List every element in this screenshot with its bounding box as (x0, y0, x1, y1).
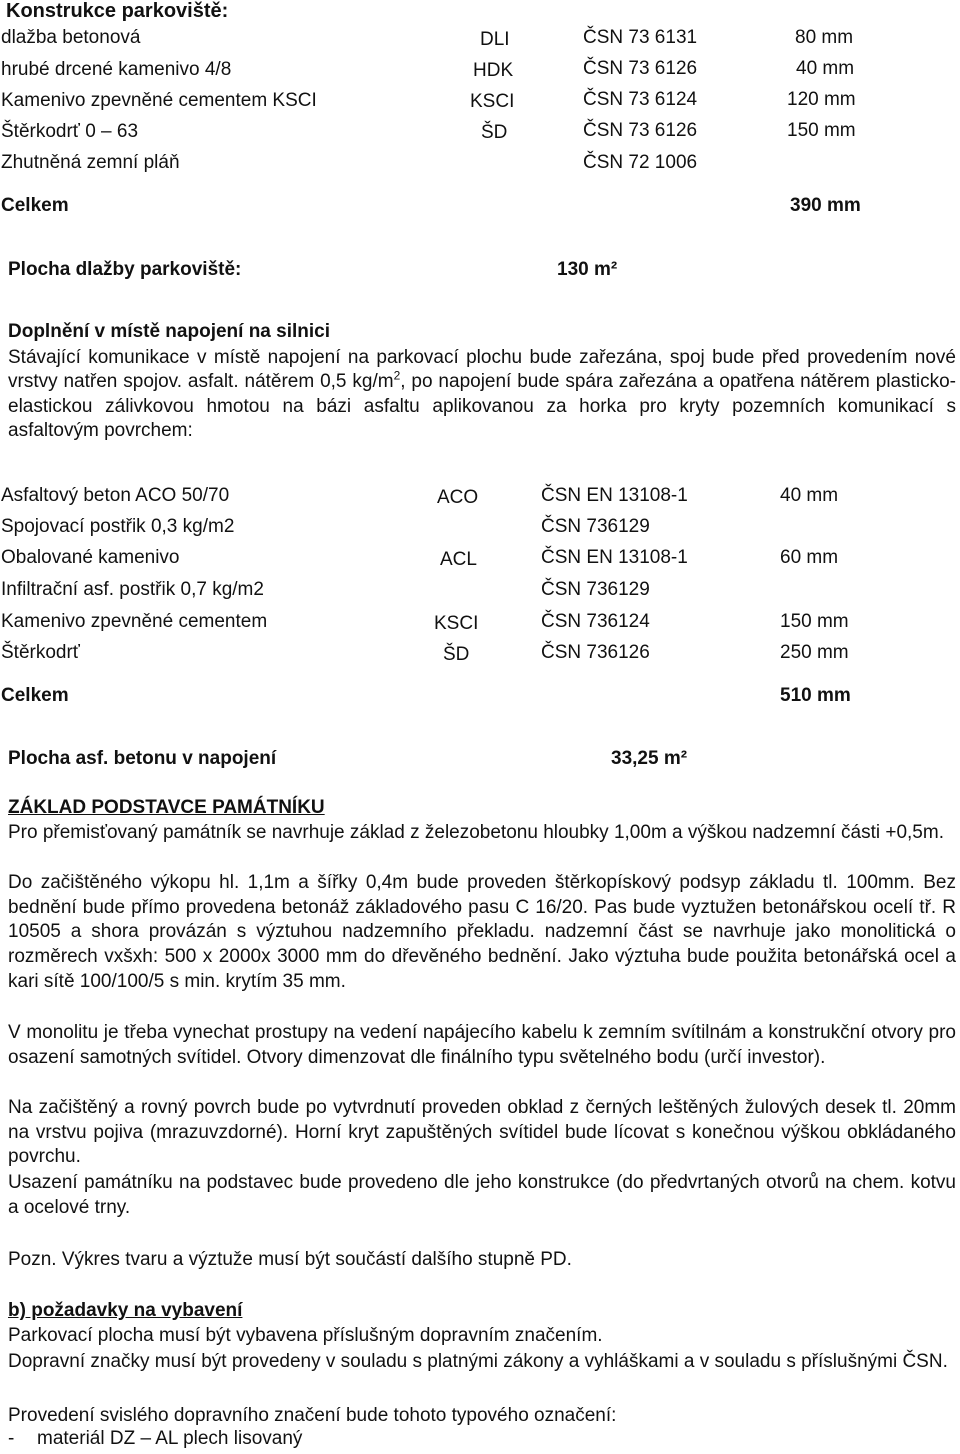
section-heading-vybaveni: b) požadavky na vybavení (8, 1300, 243, 1321)
note: Pozn. Výkres tvaru a výztuže musí být součástí dalšího stupně PD. (8, 1249, 572, 1270)
paragraph-3: V monolitu je třeba vynechat prostupy na vedení napájecího kabelu k zemním svítilnám a konstrukční otvory pro osazení samotných svítidel. Otvory dimenzovat dle finálního typu světelného bodu (určí investor). (8, 1022, 956, 1068)
layer-norm: ČSN 736124 (541, 611, 650, 632)
section-heading-doplneni: Doplnění v místě napojení na silnici (8, 321, 331, 342)
total-value: 390 mm (790, 195, 861, 216)
section-heading-konstrukce: Konstrukce parkoviště: (6, 0, 229, 22)
layer-norm: ČSN 73 6126 (583, 120, 698, 141)
layer-code: ŠD (481, 122, 508, 143)
layer-code: ACL (440, 549, 477, 570)
layer-name: Štěrkodrť (1, 642, 80, 663)
layer-name: hrubé drcené kamenivo 4/8 (1, 59, 232, 80)
layer-code: ŠD (443, 644, 470, 665)
area-value: 33,25 m² (611, 748, 688, 769)
layer-norm: ČSN 736129 (541, 579, 650, 600)
layer-thickness: 250 mm (780, 642, 849, 663)
layer-thickness: 40 mm (780, 485, 839, 506)
layer-name: Infiltrační asf. postřik 0,7 kg/m2 (1, 579, 264, 600)
layer-thickness: 150 mm (780, 611, 849, 632)
layer-thickness: 150 mm (787, 120, 856, 141)
equipment-line-3: Provedení svislého dopravního značení bude tohoto typového označení: (8, 1405, 617, 1426)
layer-thickness: 80 mm (795, 27, 854, 48)
area-label: Plocha dlažby parkoviště: (8, 259, 242, 280)
layer-thickness: 120 mm (787, 89, 856, 110)
total-value: 510 mm (780, 685, 851, 706)
layer-norm: ČSN EN 13108-1 (541, 547, 688, 568)
layer-norm: ČSN 72 1006 (583, 152, 698, 173)
layer-code: KSCI (470, 91, 515, 112)
bullet-dash: - (8, 1428, 15, 1449)
total-label: Celkem (1, 195, 69, 216)
layer-name: Kamenivo zpevněné cementem (1, 611, 268, 632)
layer-norm: ČSN EN 13108-1 (541, 485, 688, 506)
connection-paragraph: Stávající komunikace v místě napojení na parkovací plochu bude zařezána, spoj bude před provedením nové vrstvy natřen spojov. asfalt. nátěrem 0,5 $kg/m^2$, po napojení bude spára zařezána a opatřena nátěrem plasticko- elastickou zálivkovou hmotou na bázi asfaltu aplikovanou za horka pro kryty pozemních komunikací s asfaltovým povrchem: (8, 347, 957, 442)
bullet-item: materiál DZ – AL plech lisovaný (37, 1428, 303, 1449)
paragraph-5: Usazení památníku na podstavec bude provedeno dle jeho konstrukce (do předvrtaných otvorů na chem. kotvu a ocelové trny. (8, 1172, 956, 1218)
layer-code: HDK (473, 60, 514, 81)
layer-norm: ČSN 736126 (541, 642, 650, 663)
layer-name: Zhutněná zemní pláň (1, 152, 180, 173)
equipment-line-2: Dopravní značky musí být provedeny v souladu s platnými zákony a vyhláškami a v souladu s příslušnými ČSN. (8, 1351, 948, 1372)
equipment-line-1: Parkovací plocha musí být vybavena příslušným dopravním značením. (8, 1325, 603, 1346)
layer-name: Obalované kamenivo (1, 547, 180, 568)
layer-thickness: 60 mm (780, 547, 839, 568)
area-value: 130 m² (557, 259, 618, 280)
layer-code: DLI (480, 29, 510, 50)
layer-name: Asfaltový beton ACO 50/70 (1, 485, 230, 506)
layer-name: Spojovací postřik 0,3 kg/m2 (1, 516, 235, 537)
layer-norm: ČSN 736129 (541, 516, 650, 537)
layer-name: Štěrkodrť 0 – 63 (1, 121, 139, 142)
layer-norm: ČSN 73 6124 (583, 89, 698, 110)
layer-code: ACO (437, 487, 479, 508)
paragraph-1: Pro přemisťovaný památník se navrhuje základ z železobetonu hloubky 1,00m a výškou nadzemní části +0,5m. (8, 822, 944, 843)
paragraph-2: Do začištěného výkopu hl. 1,1m a šířky 0,4m bude proveden štěrkopískový podsyp základu tl. 100mm. Bez bednění bude přímo provedena betonáž základového pasu C 16/20. Pas bude vyztužen betonářskou ocelí tř. R 10505 a shora provázán s výztuhou nadzemního překladu. nadzemní část se navrhuje jako monolitická o rozměrech vxšxh: 500 x 2000x 3000 mm do dřevěného bednění. Jako výztuha bude použita betonářská ocel a kari sítě 100/100/5 s min. krytím 35 mm. (8, 872, 956, 992)
paragraph-4: Na začištěný a rovný povrch bude po vytvrdnutí proveden obklad z černých leštěných žulových desek tl. 20mm na vrstvu pojiva (mrazuvzdorné). Horní kryt zapuštěných svítidel bude lícovat s konečnou výškou obkládaného povrchu. (8, 1097, 956, 1168)
layer-code: KSCI (434, 613, 479, 634)
layer-norm: ČSN 73 6131 (583, 27, 698, 48)
layer-name: dlažba betonová (1, 27, 141, 48)
area-label: Plocha asf. betonu v napojení (8, 748, 277, 769)
total-label: Celkem (1, 685, 69, 706)
layer-norm: ČSN 73 6126 (583, 58, 698, 79)
layer-name: Kamenivo zpevněné cementem KSCI (1, 90, 317, 111)
layer-thickness: 40 mm (796, 58, 855, 79)
section-heading-zaklad: ZÁKLAD PODSTAVCE PAMÁTNÍKU (8, 797, 325, 818)
